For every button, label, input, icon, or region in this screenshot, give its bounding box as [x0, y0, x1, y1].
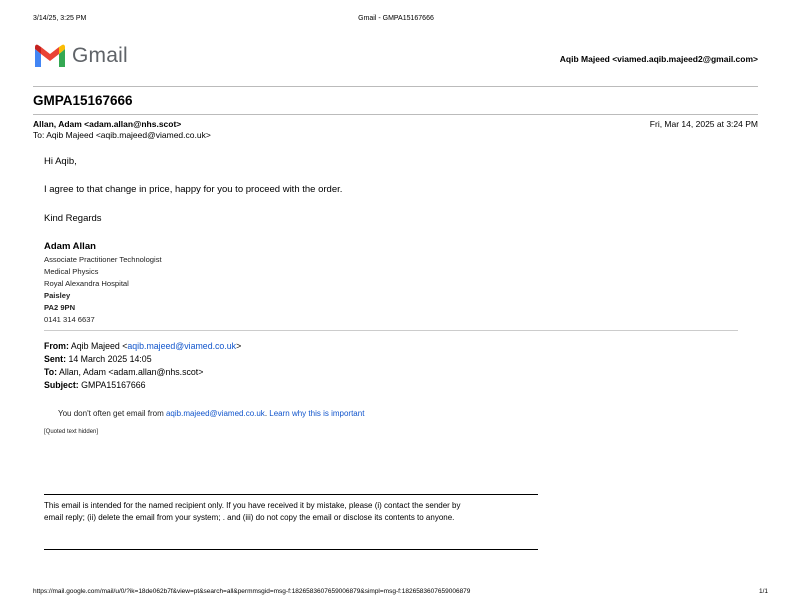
quoted-text-hidden[interactable]: [Quoted text hidden]	[44, 429, 99, 435]
forwarded-sent-label: Sent:	[44, 354, 66, 364]
print-page-title: Gmail - GMPA15167666	[358, 15, 434, 22]
body-text: I agree to that change in price, happy for you to proceed with the order.	[44, 184, 343, 195]
forwarded-from	[44, 340, 241, 353]
forwarded-from-label: From:	[44, 341, 69, 351]
forwarded-to	[44, 366, 241, 379]
external-sender-notice	[58, 409, 364, 418]
signature-name: Adam Allan	[44, 241, 96, 252]
learn-why-link[interactable]: Learn why this is important	[269, 409, 365, 418]
gmail-logo-text: Gmail	[72, 44, 128, 67]
signature-postcode: PA2 9PN	[44, 303, 76, 312]
signature-title: Associate Practitioner Technologist	[44, 255, 162, 264]
signature-org: Royal Alexandra Hospital	[44, 279, 129, 288]
print-url: https://mail.google.com/mail/u/0/?ik=18de062b7f&view=pt&search=all&permmsgid=msg-f:1826583607659006879&simpl=msg-f:1826583607659006879	[33, 588, 471, 595]
signature-block	[44, 254, 162, 326]
forwarded-to-label: To:	[44, 367, 58, 377]
forwarded-subject	[44, 379, 241, 392]
account-identity: Aqib Majeed <viamed.aqib.majeed2@gmail.com>	[559, 54, 758, 64]
disclaimer: This email is intended for the named recipient only. If you have received it by mistake, please (i) contact the sender by email reply; (ii) delete the email from your system; . and (iii) do not copy the email or disclose its contents to anyone.	[44, 501, 461, 522]
message-date: Fri, Mar 14, 2025 at 3:24 PM	[649, 119, 758, 129]
signature-phone: 0141 314 6637	[44, 315, 95, 324]
page-title: GMPA15167666	[33, 93, 133, 108]
header-divider	[33, 86, 758, 87]
forwarded-sent-value: 14 March 2025 14:05	[68, 354, 152, 364]
forwarded-subject-value: GMPA15167666	[81, 380, 146, 390]
forwarded-to-value: Allan, Adam <adam.allan@nhs.scot>	[59, 367, 204, 377]
sender: Allan, Adam <adam.allan@nhs.scot>	[33, 119, 182, 129]
notice-dot: .	[264, 409, 270, 418]
forwarded-header	[44, 340, 241, 392]
notice-prefix: You don't often get email from	[58, 409, 166, 418]
gmail-logo-icon	[33, 43, 67, 69]
print-page-number: 1/1	[758, 588, 768, 595]
forwarded-sent	[44, 353, 241, 366]
forwarded-subject-label: Subject:	[44, 380, 79, 390]
notice-email-link[interactable]: aqib.majeed@viamed.co.uk	[165, 409, 265, 418]
disclaimer-bottom-rule	[44, 549, 538, 550]
signature-divider	[44, 330, 738, 331]
forwarded-from-close: >	[236, 341, 242, 351]
disclaimer-top-rule	[44, 494, 538, 495]
closing: Kind Regards	[44, 213, 102, 224]
subject-divider	[33, 114, 758, 115]
forwarded-from-name: Aqib Majeed <	[70, 341, 128, 351]
forwarded-from-email-link[interactable]: aqib.majeed@viamed.co.uk	[127, 341, 237, 351]
greeting: Hi Aqib,	[44, 156, 77, 167]
signature-town: Paisley	[44, 291, 71, 300]
recipient: To: Aqib Majeed <aqib.majeed@viamed.co.uk>	[33, 130, 211, 140]
signature-dept: Medical Physics	[44, 267, 99, 276]
print-datetime: 3/14/25, 3:25 PM	[33, 15, 87, 22]
